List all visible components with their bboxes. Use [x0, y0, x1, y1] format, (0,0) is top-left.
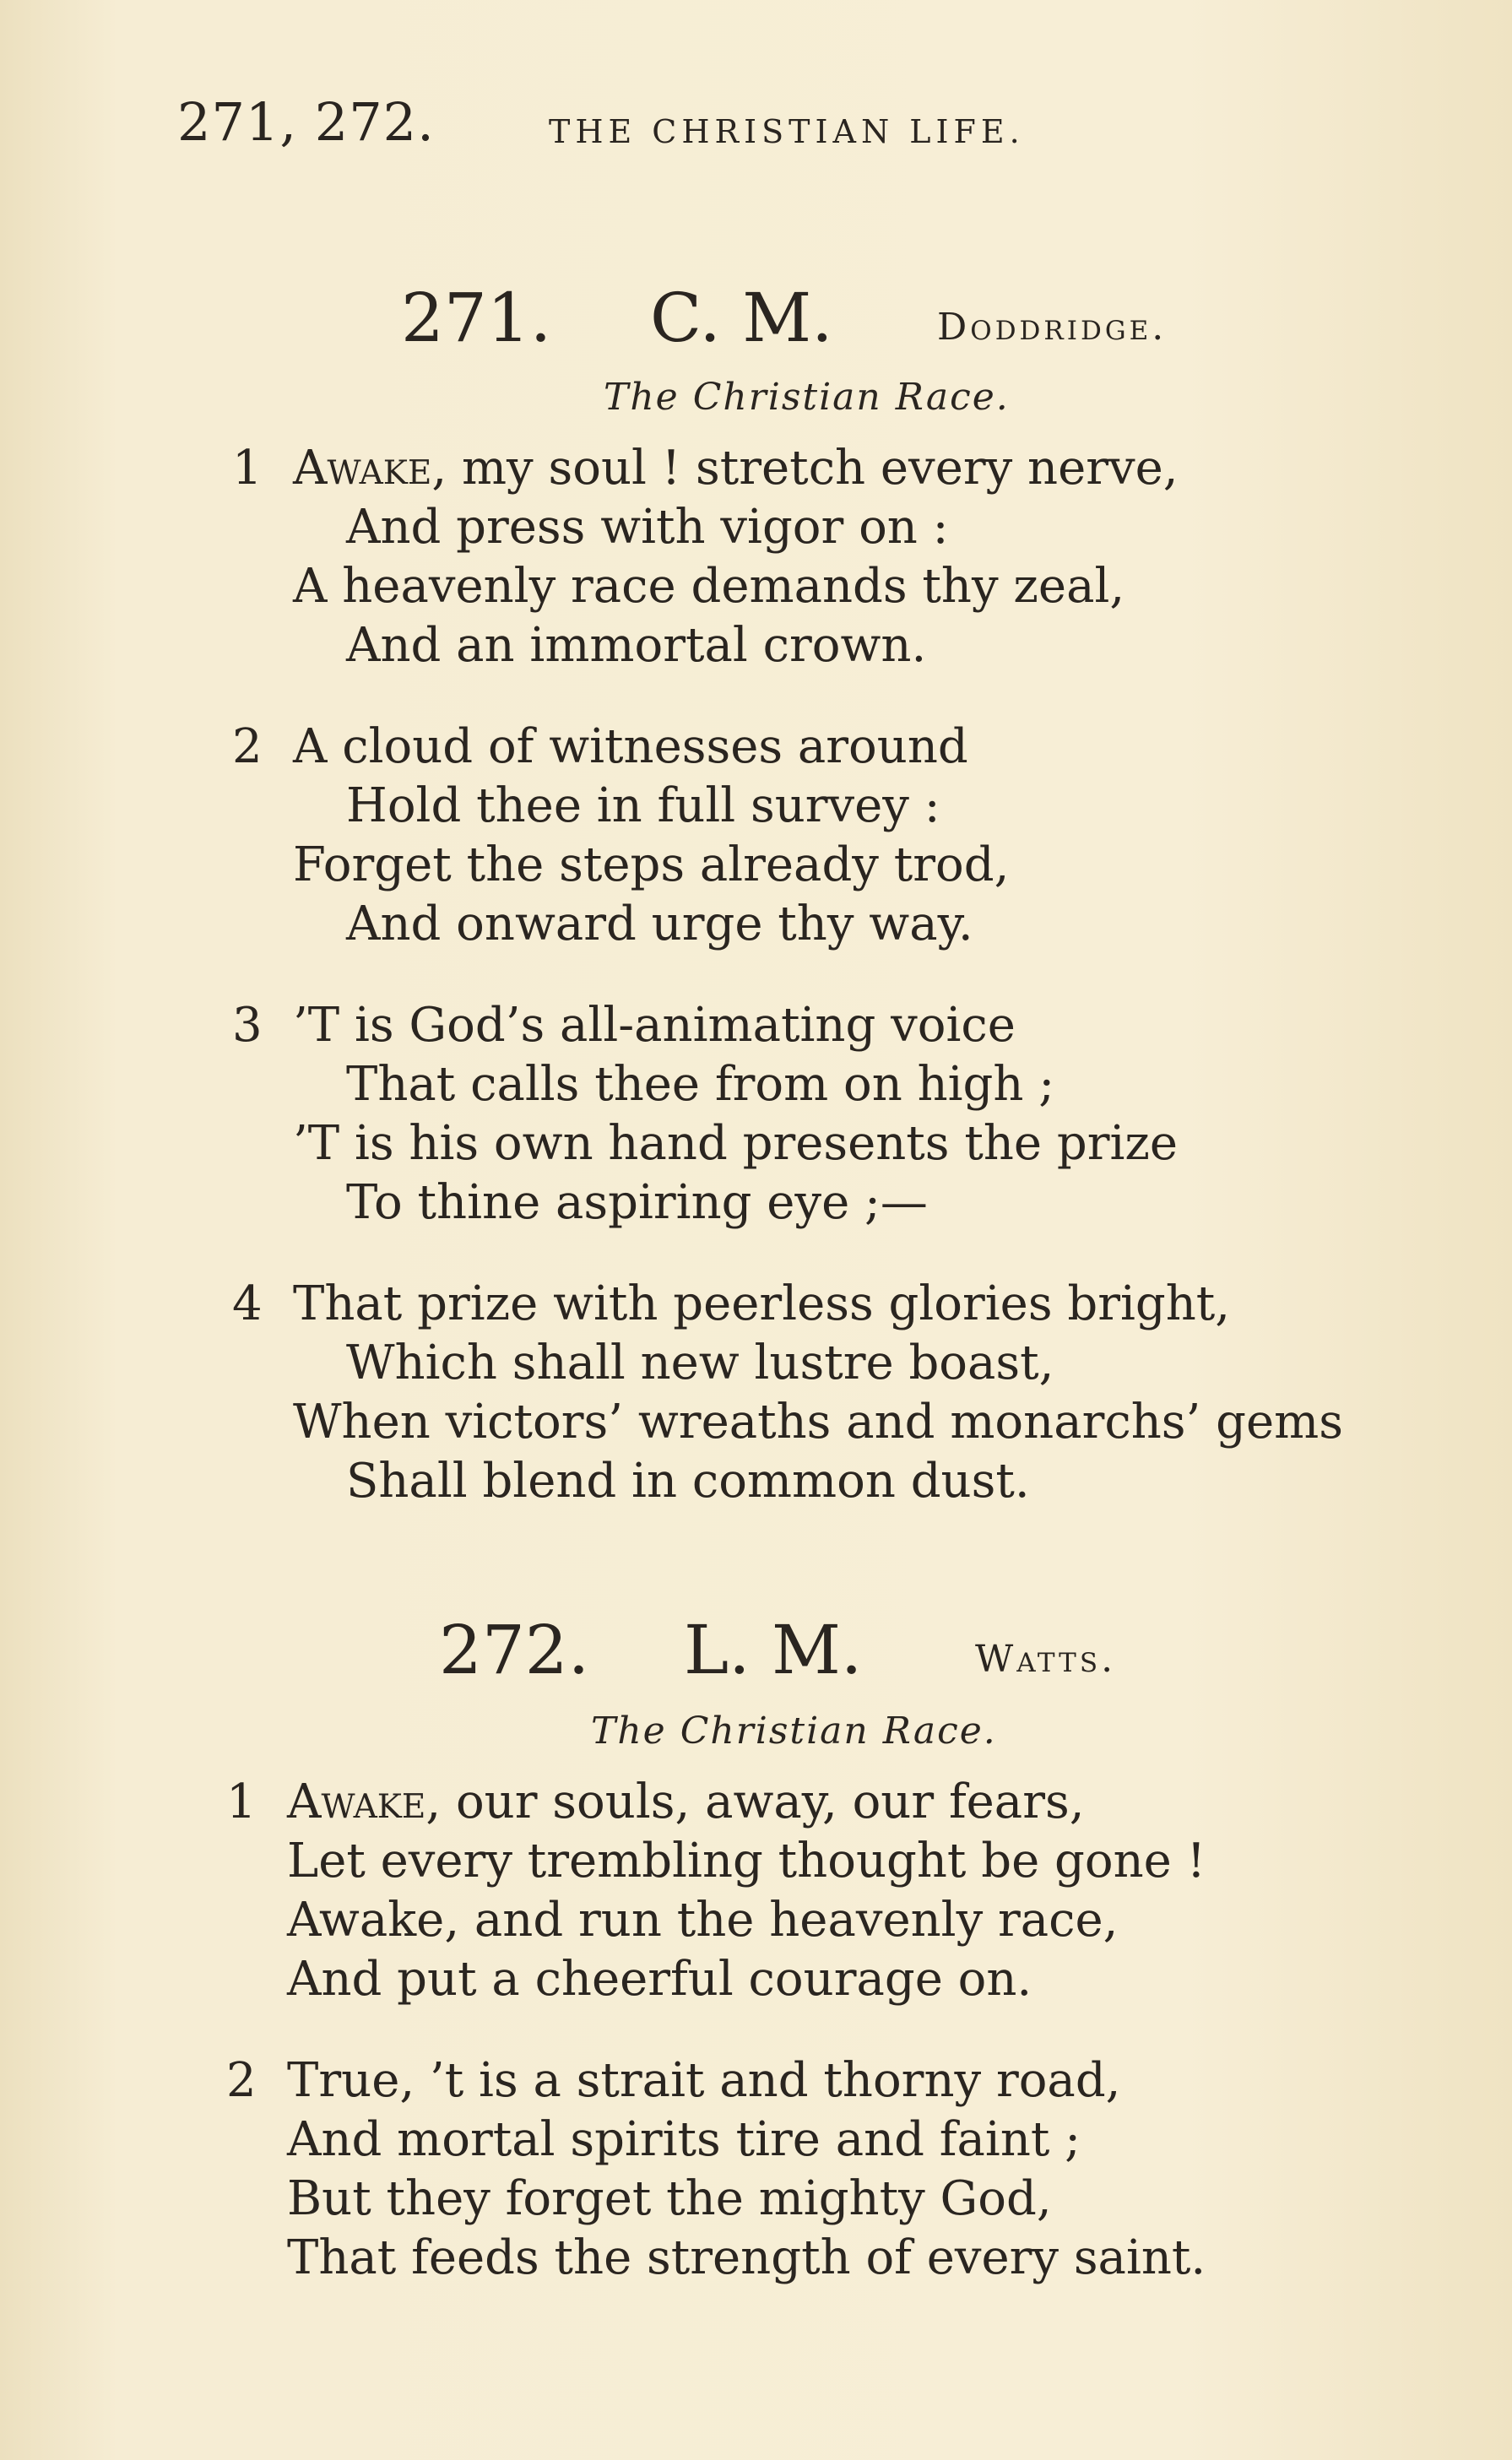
hymn-number: 271.: [401, 279, 552, 357]
section-title: THE CHRISTIAN LIFE.: [549, 113, 1025, 150]
stanza-line: And mortal spirits tire and faint ;: [287, 2112, 1081, 2167]
stanza-line: Hold thee in full survey :: [346, 778, 940, 833]
hymn-271-header: [0, 279, 1512, 363]
stanza-number: 4: [232, 1276, 263, 1331]
hymn-meter: C. M.: [650, 279, 833, 357]
stanza-line: ’T is God’s all-animating voice: [293, 998, 1016, 1053]
stanza-line: And put a cheerful courage on.: [287, 1952, 1032, 2007]
stanza-number: 3: [232, 998, 263, 1053]
stanza: [232, 441, 1330, 694]
stanza-line: Which shall new lustre boast,: [346, 1336, 1054, 1390]
stanza: [232, 719, 1330, 973]
hymn-meter: L. M.: [684, 1611, 863, 1689]
stanza: [232, 1276, 1372, 1530]
first-word: Awake,: [293, 441, 447, 496]
stanza: [226, 2053, 1366, 2306]
stanza-line: Let every trembling thought be gone !: [287, 1834, 1206, 1888]
stanza-line: That calls thee from on high ;: [346, 1057, 1055, 1112]
stanza-number: 2: [232, 719, 263, 774]
line-text: my soul ! stretch every nerve,: [447, 441, 1179, 496]
stanza-line: [287, 1775, 1085, 1829]
hymn-author: Doddridge.: [937, 306, 1168, 349]
stanza-line: A heavenly race demands thy zeal,: [293, 559, 1125, 614]
stanza-number: 2: [226, 2053, 257, 2108]
stanza-line: True, ’t is a strait and thorny road,: [287, 2053, 1121, 2108]
page-numbers: 271, 272.: [177, 91, 435, 153]
hymn-author: Watts.: [975, 1638, 1117, 1681]
first-word: Awake,: [287, 1775, 442, 1829]
stanza-line: That feeds the strength of every saint.: [287, 2230, 1206, 2285]
running-head: [177, 91, 1106, 159]
stanza-line: But they forget the mighty God,: [287, 2171, 1052, 2226]
stanza: [226, 1775, 1366, 2028]
hymn-number: 272.: [439, 1611, 590, 1689]
hymn-272-header: [0, 1611, 1512, 1695]
stanza-line: Shall blend in common dust.: [346, 1454, 1030, 1509]
stanza-line: ’T is his own hand presents the prize: [293, 1116, 1179, 1171]
stanza-line: [293, 441, 1179, 496]
stanza-line: And an immortal crown.: [346, 618, 927, 673]
stanza-line: And press with vigor on :: [346, 500, 949, 555]
stanza-line: When victors’ wreaths and monarchs’ gems: [293, 1395, 1343, 1449]
stanza-line: And onward urge thy way.: [346, 897, 973, 951]
hymn-subtitle: The Christian Race.: [604, 376, 1010, 419]
stanza-line: A cloud of witnesses around: [293, 719, 968, 774]
stanza-number: 1: [226, 1775, 257, 1829]
stanza-line: That prize with peerless glories bright,: [293, 1276, 1231, 1331]
stanza-line: Awake, and run the heavenly race,: [287, 1893, 1119, 1948]
stanza-line: To thine aspiring eye ;—: [346, 1175, 928, 1230]
stanza: [232, 998, 1330, 1251]
stanza-number: 1: [232, 441, 263, 496]
hymn-subtitle: The Christian Race.: [591, 1710, 997, 1753]
stanza-line: Forget the steps already trod,: [293, 837, 1010, 892]
line-text: our souls, away, our fears,: [441, 1775, 1085, 1829]
